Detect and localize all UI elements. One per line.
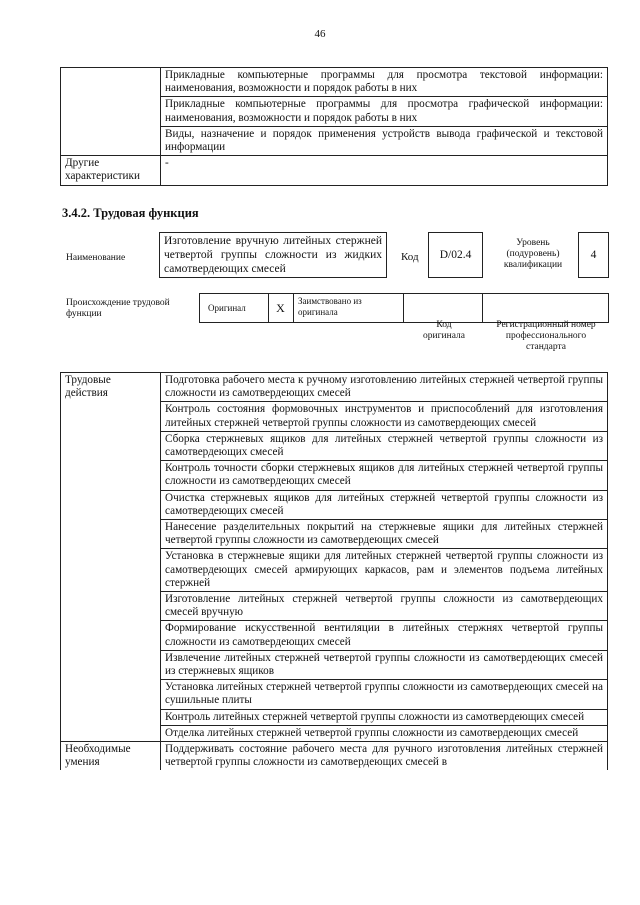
work-action-item: Отделка литейных стержней четвертой группы сложности из самотвердеющих смесей [161,725,608,741]
qualification-level: 4 [590,249,597,261]
borrowed-cell [293,294,404,322]
level-value-box [578,232,609,278]
knowledge-table [60,67,608,186]
knowledge-item: Прикладные компьютерные программы для просмотра текстовой информации: наименования, возможности и порядок работы в них [161,68,608,97]
row-label-cell [61,68,161,97]
table-row [61,68,608,97]
level-label: Уровень (подуровень) квалификации [503,238,563,270]
knowledge-item: Виды, назначение и порядок применения устройств вывода графической и текстовой информации [161,126,608,155]
other-characteristics-label: Другие характеристики [61,156,161,185]
original-cell [200,294,269,322]
table-row [61,97,608,126]
work-action-item: Сборка стержневых ящиков для литейных стержней четвертой группы сложности из самотвердеющих смесей [161,431,608,460]
original-mark-cell [268,294,294,322]
function-name: Изготовление вручную литейных стержней четвертой группы сложности из жидких самотвердеющих смесей [164,235,382,275]
table-row [61,156,608,185]
row-label-cell [61,97,161,126]
work-actions-table [60,372,608,770]
work-action-item: Подготовка рабочего места к ручному изготовлению литейных стержней четвертой группы сложности из самотвердеющих смесей [161,373,608,402]
page-number: 46 [314,28,326,40]
work-action-item: Контроль точности сборки стержневых ящиков для литейных стержней четвертой группы сложности из самотвердеющих смесей [161,461,608,490]
work-action-item: Контроль литейных стержней четвертой группы сложности из самотвердеющих смесей [161,709,608,725]
work-action-item: Установка в стержневые ящики для литейных стержней четвертой группы сложности из самотвердеющих смесей армирующих каркасов, рам и элементов подъема литейных стержней [161,549,608,592]
name-value-box [159,232,387,278]
reg-number-caption: Регистрационный номер профессионального стандарта [496,320,596,352]
work-actions-label: Трудовые действия [61,373,161,742]
table-row [61,373,608,402]
reg-number-cell [482,294,608,322]
original-label: Оригинал [208,303,246,313]
origin-code-cell [403,294,483,322]
origin-label: Происхождение трудовой функции [66,298,170,319]
origin-table [199,293,609,323]
skills-label: Необходимые умения [61,742,161,771]
section-title: 3.4.2. Трудовая функция [62,206,199,220]
work-action-item: Изготовление литейных стержней четвертой группы сложности из самотвердеющих смесей вручную [161,592,608,621]
original-mark: X [276,301,285,315]
code-value-box [428,232,483,278]
work-action-item: Извлечение литейных стержней четвертой группы сложности из самотвердеющих смесей из стержневых ящиков [161,650,608,679]
code-original-caption: Код оригинала [423,320,465,341]
function-code: D/02.4 [439,249,472,261]
knowledge-item: Прикладные компьютерные программы для просмотра графической информации: наименования, возможности и порядок работы в них [161,97,608,126]
work-action-item: Формирование искусственной вентиляции в литейных стержнях четвертой группы сложности из самотвердеющих смесей [161,621,608,650]
borrowed-label: Заимствовано из оригинала [298,296,362,317]
work-action-item: Установка литейных стержней четвертой группы сложности из самотвердеющих смесей на сушильные плиты [161,680,608,709]
table-row [61,126,608,155]
name-label: Наименование [66,253,126,263]
table-row [61,742,608,771]
code-label: Код [401,251,419,263]
work-action-item: Контроль состояния формовочных инструментов и приспособлений для изготовления литейных стержней четвертой группы сложности из самотвердеющих смесей [161,402,608,431]
row-label-cell [61,126,161,155]
work-action-item: Нанесение разделительных покрытий на стержневые ящики для литейных стержней четвертой группы сложности из самотвердеющих смесей [161,520,608,549]
work-action-item: Очистка стержневых ящиков для литейных стержней четвертой группы сложности из самотвердеющих смесей [161,490,608,519]
other-characteristics-value: - [161,156,608,185]
skill-item: Поддерживать состояние рабочего места для ручного изготовления литейных стержней четвертой группы сложности из самотвердеющих смесей в [161,742,608,771]
